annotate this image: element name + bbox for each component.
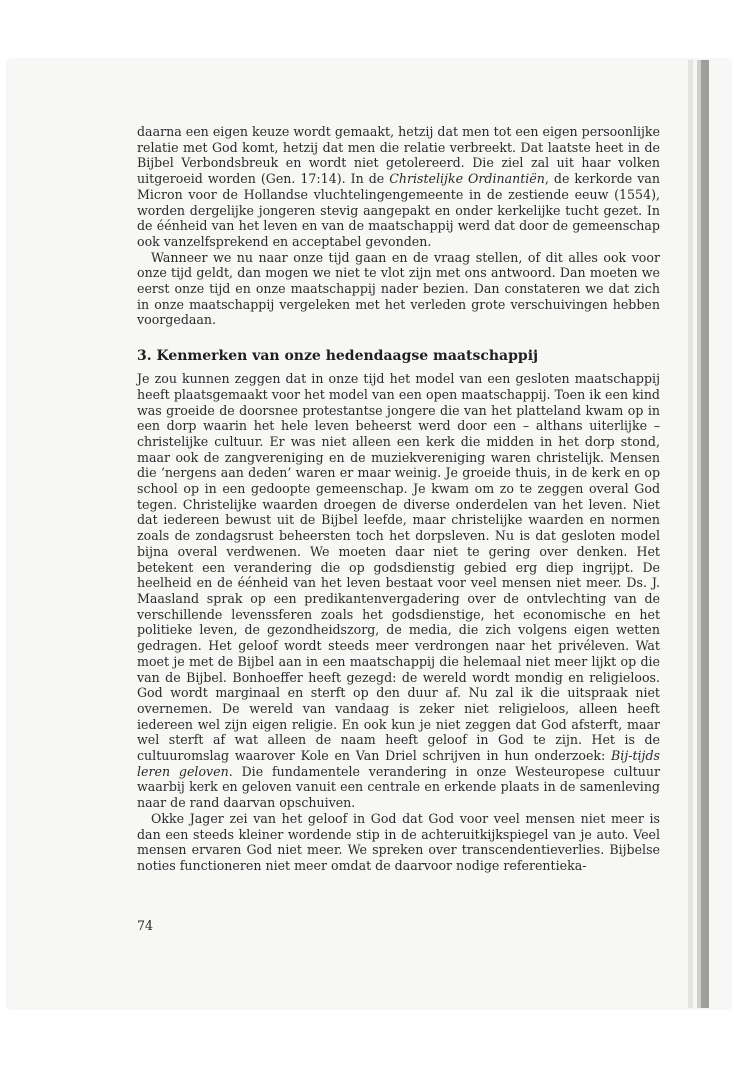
- emphasis-title: Christelijke Ordinantiën: [389, 171, 545, 187]
- emphasis-title: Bij-tijds leren geloven: [137, 748, 660, 779]
- paragraph-open-society: Je zou kunnen zeggen dat in onze tijd het model van een gesloten maatschappij heeft plaatsgemaakt voor het model van een open maatschappij. Toen ik een kind was groeide de doorsnee protestantse jongere die van het platteland kwam op in een dorp waarin het hele leven beheerst werd door een – althans uiterlijke – christelijke cultuur. Er was niet alleen een kerk die midden in het dorp stond, maar ook de zangvereniging en de muziekvereniging waren christelijk. Mensen die ‘nergens aan deden’ waren er maar weinig. Je groeide thuis, in de kerk en op school op in een gedoopte gemeenschap. Je kwam om zo te zeggen overal God tegen. Christelijke waarden droegen de diverse onderdelen van het leven. Niet dat iedereen bewust uit de Bijbel leefde, maar christelijke waarden en normen zoals de zondagsrust beheersten toch het dorpsleven. Nu is dat gesloten model bijna overal verdwenen. We moeten daar niet te gering over denken. Het betekent een verandering die op godsdienstig gebied erg diep ingrijpt. De heelheid en de éénheid van het leven bestaat voor veel mensen niet meer. Ds. J. Maasland sprak op een predikantenvergadering over de ontvlechting van de verschillende levenssferen zoals het godsdienstige, het economische en het politieke leven, de gezondheidszorg, de media, die zich volgens eigen wetten gedragen. Het geloof wordt steeds meer verdrongen naar het privéleven. Wat moet je met de Bijbel aan in een maatschappij die helemaal niet meer lijkt op die van de Bijbel. Bonhoeffer heeft gezegd: de wereld wordt mondig en religieloos. God wordt marginaal en sterft op den duur af. Nu zal ik die uitspraak niet overnemen. De wereld van vandaag is zeker niet religieloos, alleen heeft iedereen wel zijn eigen religie. En ook kun je niet zeggen dat God afsterft, maar wel sterft af wat alleen de naam heeft geloof in God te zijn. Het is de cultuuromslag waarover Kole en Van Driel schrijven in hun onderzoek: Bij-tijds leren geloven. Die fundamentele verandering in onze Westeuropese cultuur waarbij kerk en geloven vanuit een centrale en erkende plaats in de samenleving naar de rand daarvan opschuiven.: [137, 371, 661, 811]
- page-edge-dark: [701, 60, 709, 1008]
- page-edge-light: [688, 60, 693, 1008]
- page-number: 74: [137, 918, 154, 933]
- section-heading: 3. Kenmerken van onze hedendaagse maatschappij: [137, 348, 539, 365]
- body-text: [137, 124, 660, 874]
- paragraph-okke-jager: Okke Jager zei van het geloof in God dat God voor veel mensen niet meer is dan een steeds kleiner wordende stip in de achteruitkijkspiegel van je auto. Veel mensen ervaren God niet meer. We spreken over transcendentieverlies. Bijbelse noties functioneren niet meer omdat de daarvoor nodige referentieka-: [137, 810, 660, 873]
- paragraph-continuation: daarna een eigen keuze wordt gemaakt, hetzij dat men tot een eigen persoonlijke relatie met God komt, hetzij dat men die relatie verbreekt. Dat laatste heet in de Bijbel Verbondsbreuk en wordt niet getolereerd. Die ziel zal uit haar volken uitgeroeid worden (Gen. 17:14). In de Christelijke Ordinantiën, de kerkorde van Micron voor de Hollandse vluchtelingengemeente in de zestiende eeuw (1554), worden dergelijke jongeren stevig aangepakt en onder kerkelijke tucht gezet. In de éénheid van het leven en van de maatschappij werd dat door de gemeenschap ook vanzelfsprekend en acceptabel gevonden.: [137, 124, 660, 249]
- paragraph-our-time: Wanneer we nu naar onze tijd gaan en de vraag stellen, of dit alles ook voor onze tijd geldt, dan mogen we niet te vlot zijn met ons antwoord. Dan moeten we eerst onze tijd en onze maatschappij nader bezien. Dan constateren we dat zich in onze maatschappij vergeleken met het verleden grote verschuivingen hebben voorgedaan.: [137, 249, 660, 328]
